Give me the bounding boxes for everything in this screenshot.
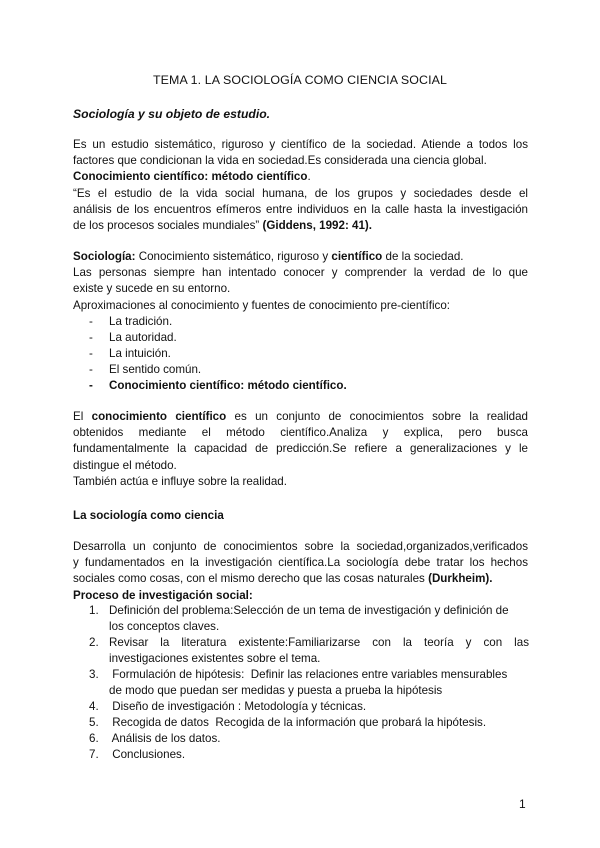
- text-line: factores que condicionan la vida en sociedad.Es considerada una ciencia global.: [73, 154, 487, 168]
- definition-line: [73, 249, 528, 265]
- page-title: TEMA 1. LA SOCIOLOGÍA COMO CIENCIA SOCIAL: [153, 73, 447, 87]
- citation: (Durkheim).: [428, 572, 493, 586]
- list-item-text: La intuición.: [109, 347, 171, 360]
- list-marker: -: [89, 379, 93, 392]
- process-step: [89, 731, 529, 747]
- paragraph-conocimiento: [73, 409, 528, 490]
- step-text: Formulación de hipótesis: Definir las relaciones entre variables mensurables: [109, 668, 508, 681]
- bold-phrase: Conocimiento científico: método científico: [73, 170, 308, 184]
- citation: (Giddens, 1992: 41).: [259, 219, 373, 233]
- page-number: 1: [519, 797, 526, 811]
- step-number: 3.: [89, 668, 99, 681]
- process-heading: Proceso de investigación social:: [73, 588, 253, 602]
- text-line: existe y sucede en su entorno.: [73, 282, 231, 296]
- step-number: 7.: [89, 748, 99, 761]
- text-fragment: Conocimiento sistemático, riguroso y: [135, 250, 332, 263]
- list-item-text: El sentido común.: [109, 363, 202, 376]
- list-item: [89, 314, 172, 330]
- list-marker: -: [89, 363, 93, 376]
- text-line: Las personas siempre han intentado conocer y comprender la verdad de lo que: [73, 266, 528, 280]
- process-step: [89, 603, 529, 635]
- text-line: fundamentalmente la capacidad de predicción.Se refiere a generalizaciones y le: [73, 442, 528, 456]
- list-marker: -: [89, 315, 93, 328]
- step-number: 1.: [89, 604, 99, 617]
- list-marker: -: [89, 347, 93, 360]
- text-line: Desarrolla un conjunto de conocimientos sobre la sociedad,organizados,verificados: [73, 540, 528, 553]
- paragraph-definicion: [73, 249, 528, 314]
- quote-line: análisis de los encuentros efímeros entre individuos en la calle hasta la investigación: [73, 202, 528, 216]
- process-step: [89, 715, 529, 731]
- step-text: Conclusiones.: [109, 748, 186, 761]
- bold-term: científico: [331, 250, 383, 263]
- bold-term: conocimiento científico: [91, 410, 227, 423]
- quote-line: [73, 218, 528, 234]
- process-step: [89, 635, 529, 667]
- text-line: Es un estudio sistemático, riguroso y científico de la sociedad. Atiende a todos los: [73, 138, 528, 151]
- quote-line: “Es el estudio de la vida social humana, de los grupos y sociedades desde el: [73, 186, 528, 200]
- list-item: [89, 362, 201, 378]
- text-fragment: sociales como cosas, con el mismo derecho que las cosas naturales: [73, 572, 429, 586]
- step-text: los conceptos claves.: [109, 620, 220, 634]
- process-step: [89, 699, 529, 715]
- process-step: [89, 667, 529, 699]
- list-item-text: La autoridad.: [109, 331, 177, 344]
- step-text: de modo que puedan ser medidas y puesta a prueba la hipótesis: [109, 684, 443, 698]
- list-item: [89, 378, 347, 394]
- step-number: 5.: [89, 716, 99, 729]
- section-heading-objeto: Sociología y su objeto de estudio.: [73, 107, 271, 121]
- step-text: Análisis de los datos.: [109, 732, 221, 745]
- step-text: Revisar la literatura existente:Familiarizarse con la teoría y con las: [109, 636, 529, 649]
- text-line: obtenidos mediante el método científico.Analiza y explica, pero busca: [73, 426, 528, 440]
- list-marker: -: [89, 331, 93, 344]
- paragraph-intro: [73, 137, 528, 234]
- list-item: [89, 346, 171, 362]
- list-item-text: La tradición.: [109, 315, 173, 328]
- step-text: investigaciones existentes sobre el tema.: [109, 652, 321, 666]
- text-line: [73, 409, 528, 425]
- step-text: Diseño de investigación : Metodología y técnicas.: [109, 700, 367, 713]
- text-fragment: de los procesos sociales mundiales”: [73, 219, 260, 233]
- text-fragment: El: [73, 410, 92, 423]
- text-fragment: de la sociedad.: [382, 250, 464, 263]
- step-number: 2.: [89, 636, 99, 649]
- step-number: 4.: [89, 700, 99, 713]
- text-fragment: .: [307, 170, 311, 184]
- step-text: Recogida de datos Recogida de la información que probará la hipótesis.: [109, 716, 487, 729]
- bold-term: Sociología:: [73, 250, 136, 263]
- text-line: distingue el método.: [73, 458, 177, 472]
- step-text: Definición del problema:Selección de un tema de investigación y definición de: [109, 604, 509, 617]
- text-line: Aproximaciones al conocimiento y fuentes de conocimiento pre-científico:: [73, 298, 450, 312]
- section-heading-ciencia: La sociología como ciencia: [73, 509, 224, 522]
- list-item-text: Conocimiento científico: método científico.: [109, 379, 347, 392]
- list-item: [89, 330, 177, 346]
- step-number: 6.: [89, 732, 99, 745]
- text-line: [73, 169, 528, 185]
- text-line: También actúa e influye sobre la realidad.: [73, 474, 287, 488]
- text-fragment: es un conjunto de conocimientos sobre la realidad: [226, 410, 529, 423]
- process-step: [89, 747, 529, 763]
- text-line: y fundamentados en la investigación científica.La sociología debe tratar los hechos: [73, 556, 528, 570]
- text-line: [73, 571, 528, 587]
- paragraph-ciencia: [73, 539, 528, 604]
